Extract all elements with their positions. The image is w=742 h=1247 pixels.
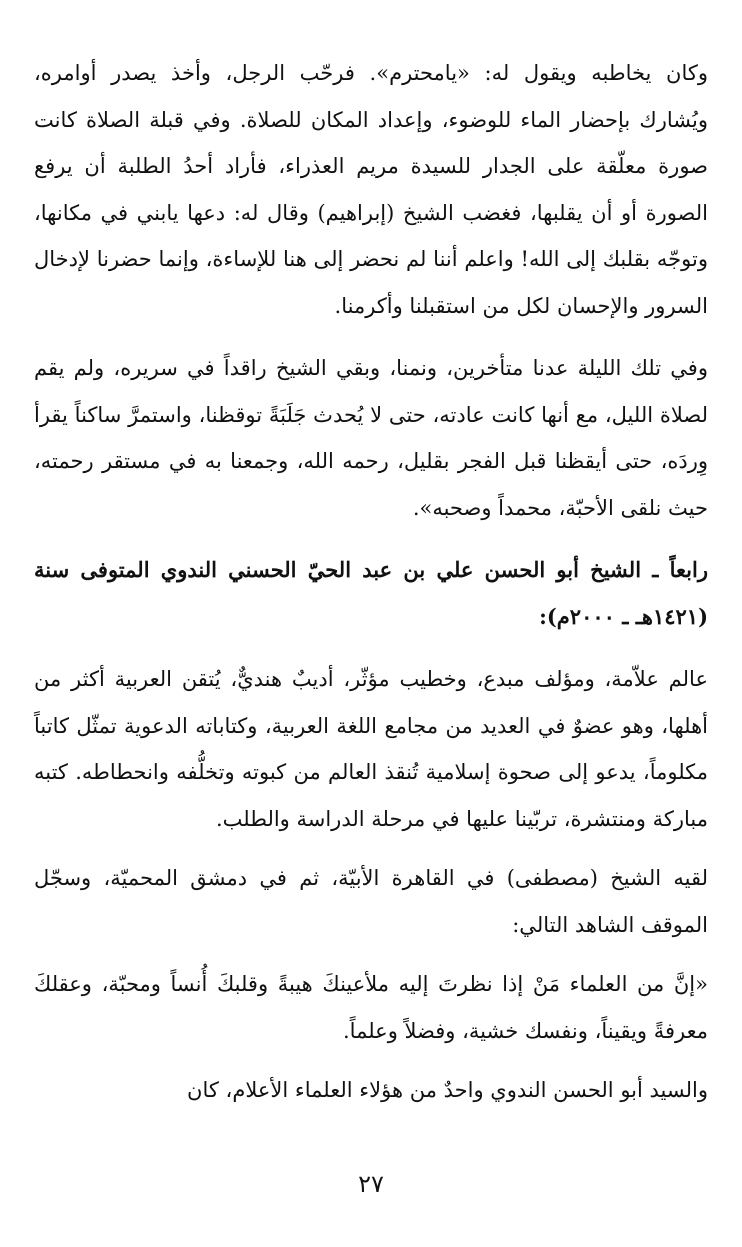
paragraph-nadwi-bio: عالم علاّمة، ومؤلف مبدع، وخطيب مؤثّر، أديبٌ هنديٌّ، يُتقن العربية أكثر من أهلها، وهو عضوٌ في العديد من مجامع اللغة العربية، وكتاباته الدعوية تمثّل كاتباً مكلوماً، يدعو إلى صحوة إسلامية تُنقذ العالم من كبوته وتخلُّفه وانحطاطه. كتبه مباركة ومنتشرة، تربّينا عليها في مرحلة الدراسة والطلب. (34, 667, 708, 831)
page-number: ٢٧ (358, 1170, 384, 1198)
paragraph-night-prayer: وفي تلك الليلة عدنا متأخرين، ونمنا، وبقي الشيخ راقداً في سريره، ولم يقم لصلاة الليل، مع أنها كانت عادته، حتى لا يُحدث جَلَبَةً توقظنا، واستمرَّ ساكناً يقرأ وِردَه، حتى أيقظنا قبل الفجر بقليل، رحمه الله، وجمعنا به في مستقر رحمته، حيث نلقى الأحبّة، محمداً وصحبه». (34, 356, 708, 520)
paragraph-church-visit: وكان يخاطبه ويقول له: «يامحترم». فرحّب الرجل، وأخذ يصدر أوامره، ويُشارك بإحضار الماء للوضوء، وإعداد المكان للصلاة. وفي قبلة الصلاة كانت صورة معلّقة على الجدار للسيدة مريم العذراء، فأراد أحدُ الطلبة أن يرفع الصورة أو أن يقلبها، فغضب الشيخ (إبراهيم) وقال له: دعها يابني في مكانها، وتوجّه بقلبك إلى الله! واعلم أننا لم نحضر إلى هنا للإساءة، وإنما حضرنا لإدخال السرور والإحسان لكل من استقبلنا وأكرمنا. (34, 61, 708, 318)
section-heading-nadwi: رابعاً ـ الشيخ أبو الحسن علي بن عبد الحيّ الحسني الندوي المتوفى سنة (١٤٢١هـ ـ ٢٠٠٠م): (34, 557, 708, 629)
paragraph-quote: «إنَّ من العلماء مَنْ إذا نظرتَ إليه ملأعينكَ هيبةً وقلبكَ أُنساً ومحبّة، وعقلكَ معرفةً ويقيناً، ونفسك خشية، وفضلاً وعلماً. (34, 972, 708, 1043)
paragraph-meeting: لقيه الشيخ (مصطفى) في القاهرة الأبيّة، ثم في دمشق المحميّة، وسجّل الموقف الشاهد التالي: (34, 866, 708, 937)
paragraph-continuation: والسيد أبو الحسن الندوي واحدٌ من هؤلاء العلماء الأعلام، كان (187, 1078, 708, 1102)
